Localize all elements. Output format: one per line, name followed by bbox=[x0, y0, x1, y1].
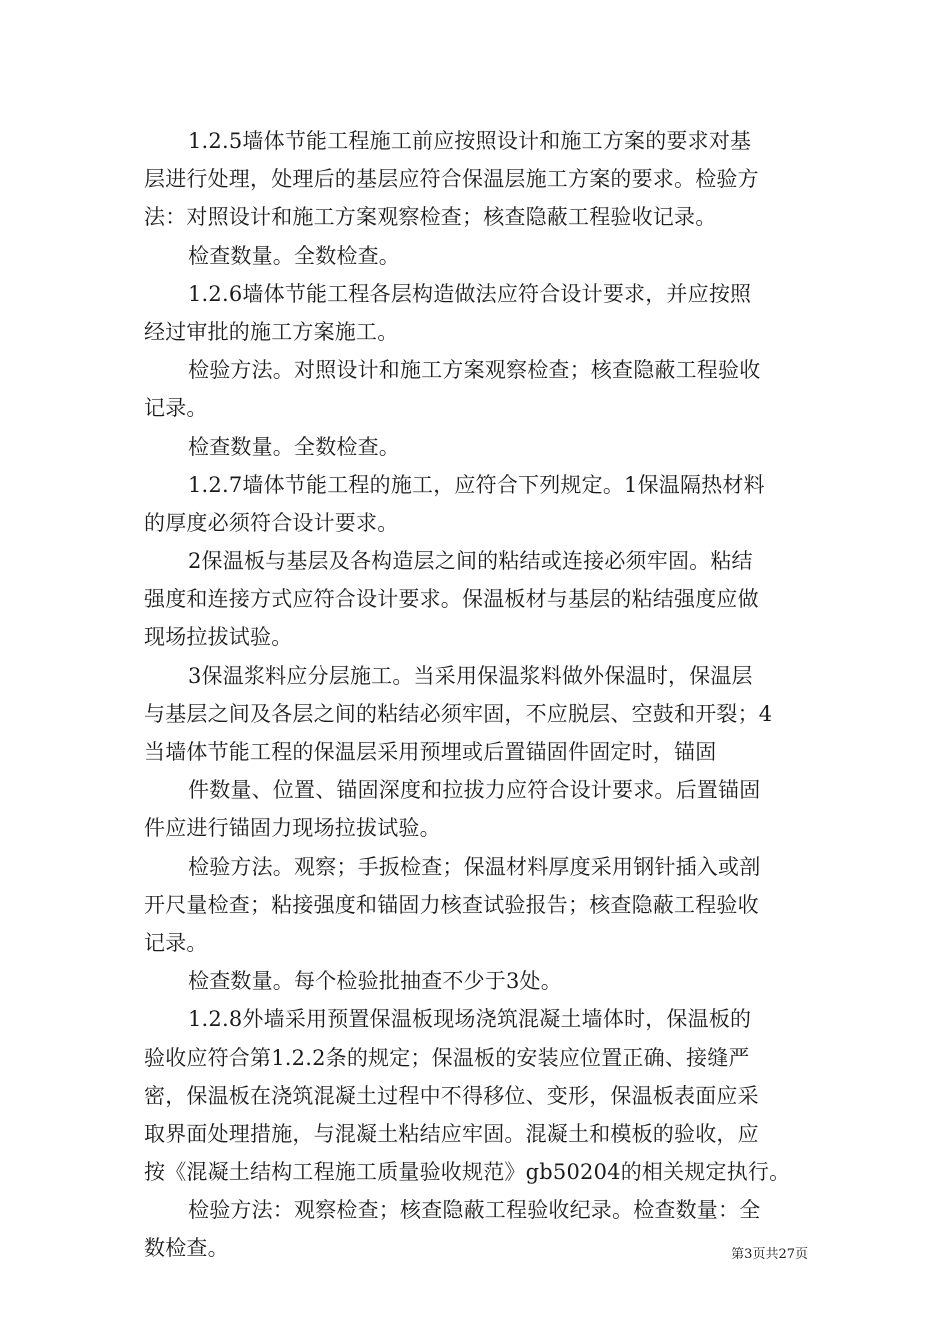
page-number: 第3页共27页 bbox=[731, 1247, 808, 1262]
text-line: 件数量、位置、锚固深度和拉拔力应符合设计要求。后置锚固 bbox=[188, 778, 761, 803]
document-body bbox=[144, 122, 808, 1268]
text-line: 检查数量。全数检查。 bbox=[188, 434, 400, 459]
text-line: 1.2.8外墙采用预置保温板现场浇筑混凝土墙体时，保温板的 bbox=[188, 1007, 752, 1032]
text-line: 强度和连接方式应符合设计要求。保温板材与基层的粘结强度应做 bbox=[144, 587, 759, 612]
text-line: 按《混凝土结构工程施工质量验收规范》gb50204的相关规定执行。 bbox=[144, 1160, 791, 1185]
text-line: 取界面处理措施，与混凝土粘结应牢固。混凝土和模板的验收，应 bbox=[144, 1121, 759, 1146]
text-line: 2保温板与基层及各构造层之间的粘结或连接必须牢固。粘结 bbox=[188, 549, 753, 574]
text-line: 检查数量。每个检验批抽查不少于3处。 bbox=[188, 969, 562, 994]
text-line: 1.2.5墙体节能工程施工前应按照设计和施工方案的要求对基 bbox=[188, 129, 752, 153]
text-line: 的厚度必须符合设计要求。 bbox=[144, 510, 399, 535]
text-line: 层进行处理，处理后的基层应符合保温层施工方案的要求。检验方 bbox=[144, 167, 759, 192]
text-line: 开尺量检查；粘接强度和锚固力核查试验报告；核查隐蔽工程验收 bbox=[144, 892, 759, 917]
text-line: 1.2.6墙体节能工程各层构造做法应符合设计要求，并应按照 bbox=[188, 281, 752, 306]
text-line: 检验方法。对照设计和施工方案观察检查；核查隐蔽工程验收 bbox=[188, 358, 761, 383]
text-line: 验收应符合第1.2.2条的规定；保温板的安装应位置正确、接缝严 bbox=[144, 1045, 750, 1070]
text-line: 法：对照设计和施工方案观察检查；核查隐蔽工程验收记录。 bbox=[144, 205, 717, 230]
text-line: 1.2.7墙体节能工程的施工，应符合下列规定。1保温隔热材料 bbox=[188, 472, 765, 497]
text-line: 现场拉拔试验。 bbox=[144, 625, 293, 650]
text-line: 件应进行锚固力现场拉拔试验。 bbox=[144, 816, 441, 841]
text-line: 数检查。 bbox=[144, 1236, 229, 1261]
text-line: 记录。 bbox=[144, 930, 208, 955]
text-line: 检查数量。全数检查。 bbox=[188, 243, 400, 268]
text-line: 与基层之间及各层之间的粘结必须牢固，不应脱层、空鼓和开裂；4 bbox=[144, 701, 773, 726]
text-line: 密，保温板在浇筑混凝土过程中不得移位、变形，保温板表面应采 bbox=[144, 1083, 759, 1108]
text-line: 检验方法。观察；手扳检查；保温材料厚度采用钢针插入或剖 bbox=[188, 854, 761, 879]
text-line: 当墙体节能工程的保温层采用预埋或后置锚固件固定时，锚固 bbox=[144, 740, 717, 764]
text-line: 3保温浆料应分层施工。当采用保温浆料做外保温时，保温层 bbox=[188, 663, 753, 688]
text-line: 经过审批的施工方案施工。 bbox=[144, 319, 399, 344]
text-line: 记录。 bbox=[144, 396, 208, 421]
text-line: 检验方法：观察检查；核查隐蔽工程验收纪录。检查数量：全 bbox=[188, 1198, 761, 1223]
